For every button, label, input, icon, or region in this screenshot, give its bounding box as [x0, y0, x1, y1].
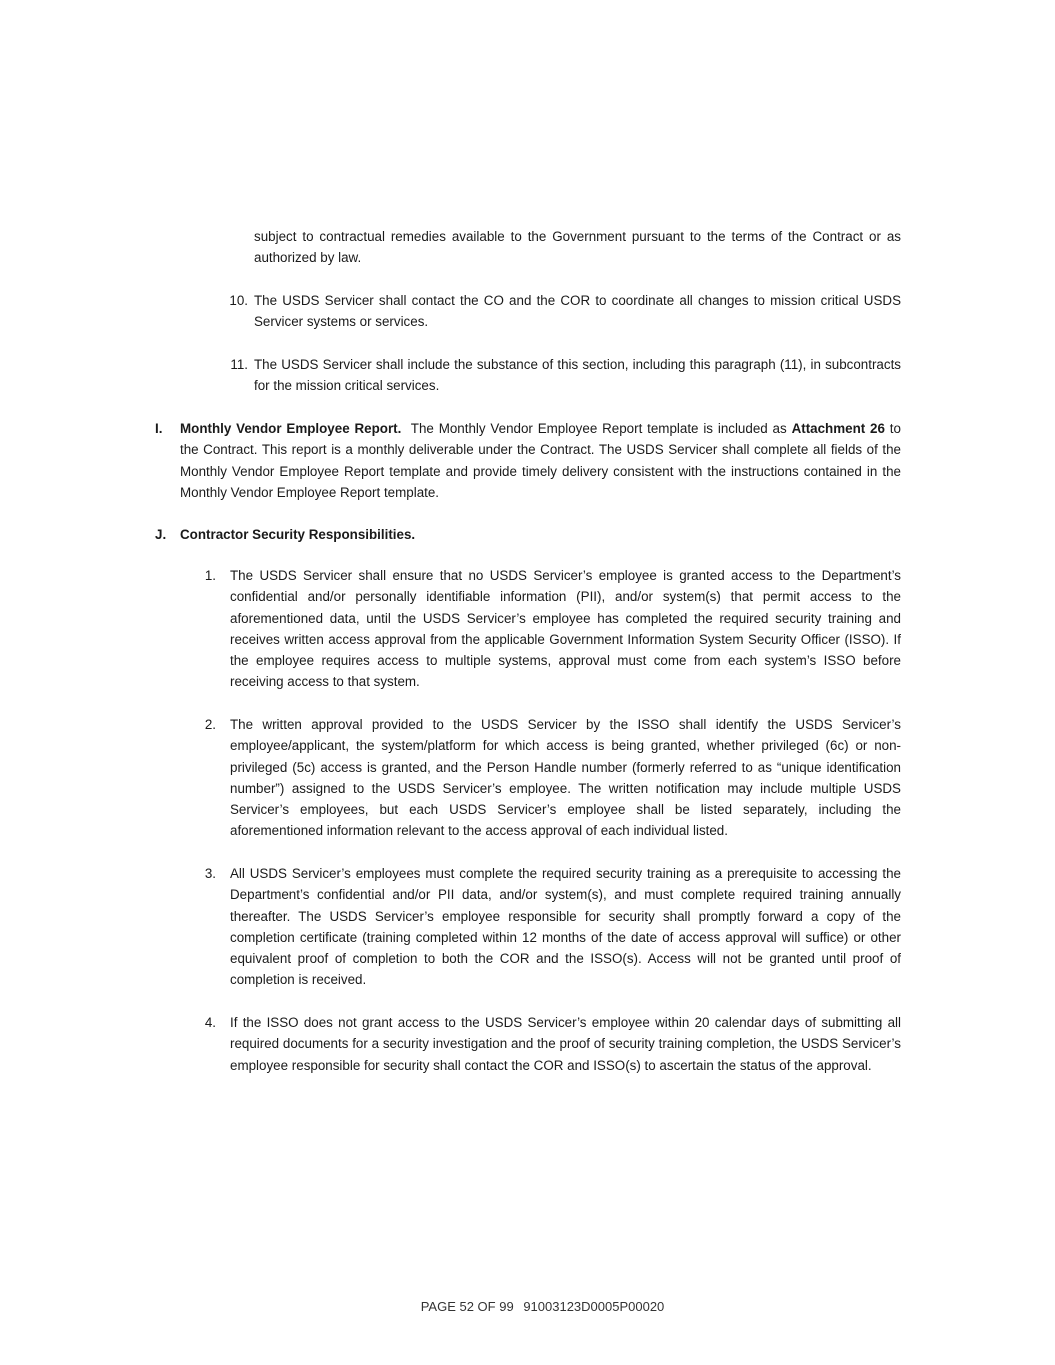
section-i-paragraph [180, 418, 901, 503]
list-item-text: If the ISSO does not grant access to the USDS Servicer’s employee within 20 calendar days of submitting all required documents for a security investigation and the proof of security training completion, the USDS Servicer’s employee responsible for security shall contact the COR and ISSO(s) to ascertain the status of the approval. [230, 1015, 901, 1073]
list-item-text: The written approval provided to the USDS Servicer by the ISSO shall identify the USDS Servicer’s employee/applicant, the system/platform for which access is being granted, whether privileged (6c) or non-privileged (5c) access is granted, and the Person Handle number (formerly referred to as “unique identification number”) assigned to the USDS Servicer’s employee. The written notification may include multiple USDS Servicer’s employees, but each USDS Servicer’s employee shall be listed separately, including the aforementioned information relevant to the access approval of each individual listed. [230, 717, 901, 839]
page-footer [0, 1298, 1055, 1316]
section-i-text-after: to the Contract. This report is a monthly deliverable under the Contract. The USDS Servicer shall complete all fields of the Monthly Vendor Employee Report template and provide timely delivery consistent with the instructions contained in the Monthly Vendor Employee Report template. [180, 421, 901, 500]
list-item-number: 1. [204, 568, 216, 583]
section-j-title: Contractor Security Responsibilities. [180, 527, 416, 542]
section-i-label: I. [155, 421, 163, 436]
list-item-text: The USDS Servicer shall contact the CO and the COR to coordinate all changes to mission critical USDS Servicer systems or services. [254, 293, 901, 330]
page-number: PAGE 52 OF 99 [420, 1299, 514, 1314]
list-item-number: 11. [230, 357, 248, 372]
section-i-title: Monthly Vendor Employee Report. [180, 421, 402, 436]
list-item-number: 3. [204, 866, 216, 881]
section-i-text-before: The Monthly Vendor Employee Report template is included as [410, 421, 787, 436]
continuation-paragraph: subject to contractual remedies available to the Government pursuant to the terms of the Contract or as authorized by law. [254, 229, 901, 266]
list-item-text: The USDS Servicer shall include the substance of this section, including this paragraph (11), in subcontracts for the mission critical services. [254, 357, 901, 394]
document-number: 91003123D0005P00020 [523, 1299, 665, 1314]
list-item-number: 2. [204, 717, 216, 732]
section-j-label: J. [155, 527, 167, 542]
list-item-number: 10. [229, 293, 248, 308]
attachment-reference: Attachment 26 [791, 421, 885, 436]
list-item-number: 4. [204, 1015, 216, 1030]
list-item-text: All USDS Servicer’s employees must complete the required security training as a prerequisite to accessing the Department’s confidential and/or PII data, and/or system(s), and must complete required training annually thereafter. The USDS Servicer’s employee responsible for security shall promptly forward a copy of the completion certificate (training completed within 12 months of the date of access approval will suffice) or other equivalent proof of completion to both the COR and the ISSO(s). Access will not be granted until proof of completion is received. [230, 866, 901, 988]
list-item-text: The USDS Servicer shall ensure that no USDS Servicer’s employee is granted access to the Department’s confidential and/or personally identifiable information (PII), and/or system(s) that permit access to the aforementioned data, until the USDS Servicer’s employee has completed the required security training and receives written access approval from the applicable Government Information System Security Officer (ISSO). If the employee requires access to multiple systems, approval must come from each system’s ISSO before receiving access to that system. [230, 568, 901, 690]
